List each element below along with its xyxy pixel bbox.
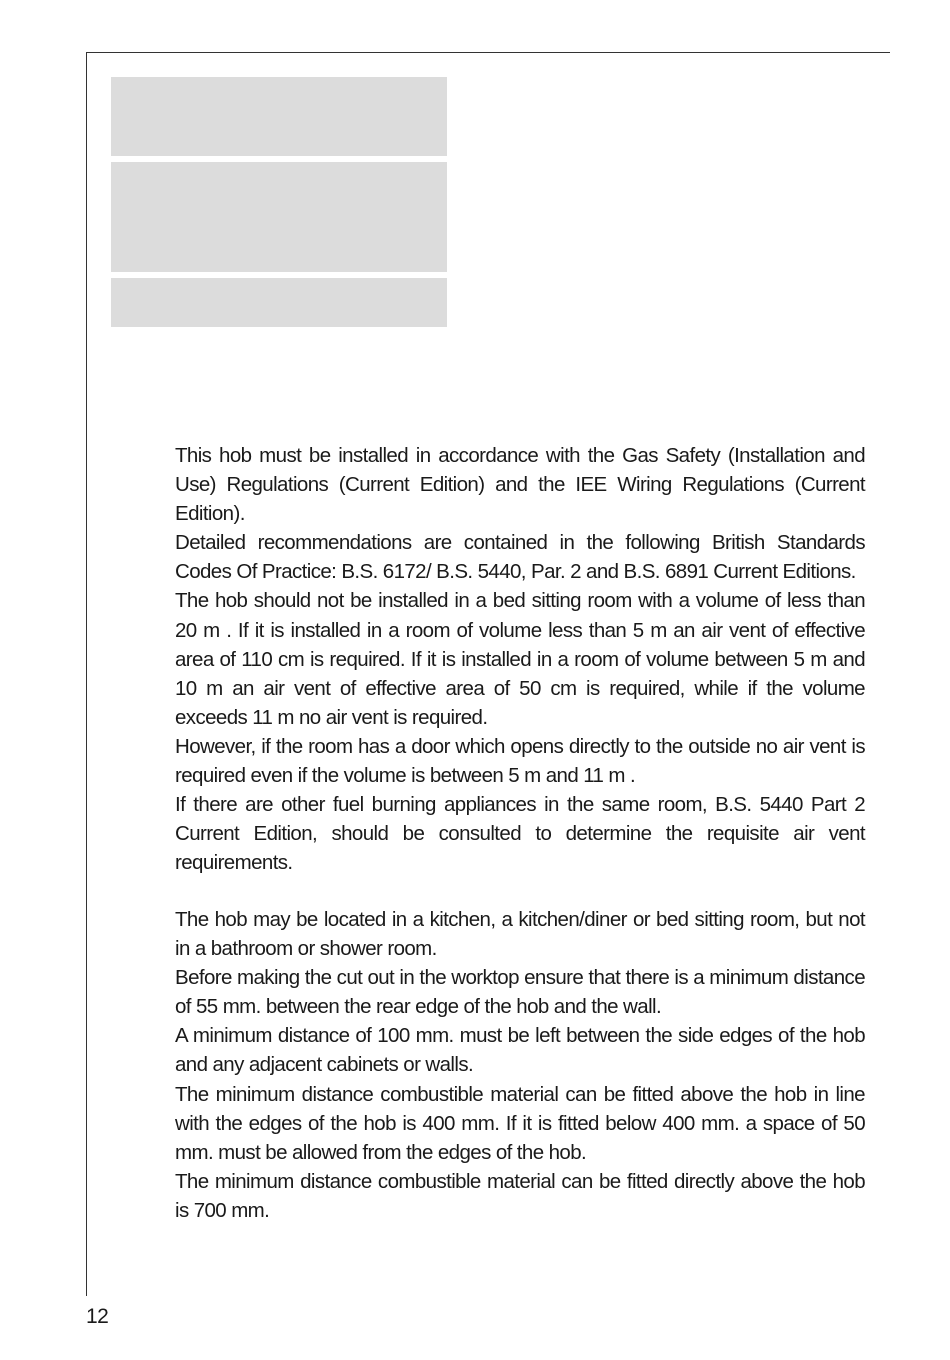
page-frame-top-rule	[86, 52, 890, 53]
paragraph: The minimum distance combustible material can be fitted directly above the hob is 700 mm.	[175, 1169, 865, 1222]
paragraph: Detailed recommendations are contained in the following British Standards Codes Of Practice: B.S. 6172/ B.S. 5440, Par. 2 and B.S. 6891 Current Editions.	[175, 531, 865, 584]
heading-placeholder-block-3	[111, 278, 447, 327]
paragraph: A minimum distance of 100 mm. must be left between the side edges of the hob and any adjacent cabinets or walls.	[175, 1024, 865, 1077]
heading-placeholder-block-1	[111, 77, 447, 156]
paragraph: This hob must be installed in accordance with the Gas Safety (Installation and Use) Regulations (Current Edition) and the IEE Wiring Regulations (Current Edition).	[175, 444, 865, 526]
page-frame-left-rule	[86, 52, 87, 1296]
page-number: 12	[86, 1305, 109, 1328]
paragraph: The minimum distance combustible material can be fitted above the hob in line with the edges of the hob is 400 mm. If it is fitted below 400 mm. a space of 50 mm. must be allowed from the edges of the hob.	[175, 1082, 865, 1164]
location-section	[175, 905, 865, 1225]
paragraph: However, if the room has a door which opens directly to the outside no air vent is required even if the volume is between 5 m and 11 m .	[175, 734, 865, 788]
heading-placeholder-block-2	[111, 162, 447, 272]
paragraph: Before making the cut out in the worktop ensure that there is a minimum distance of 55 mm. between the rear edge of the hob and the wall.	[175, 966, 865, 1019]
paragraph: If there are other fuel burning appliances in the same room, B.S. 5440 Part 2 Current Edition, should be consulted to determine the requisite air vent requirements.	[175, 793, 865, 875]
installation-regulations-section	[175, 441, 865, 877]
paragraph: The hob should not be installed in a bed sitting room with a volume of less than 20 m . If it is installed in a room of volume less than 5 m an air vent of effective area of 110 cm is required. If it is installed in a room of volume between 5 m and 10 m an air vent of effective area of 50 cm is required, while if the volume exceeds 11 m no air vent is required.	[175, 589, 865, 729]
paragraph: The hob may be located in a kitchen, a kitchen/diner or bed sitting room, but not in a bathroom or shower room.	[175, 908, 865, 961]
